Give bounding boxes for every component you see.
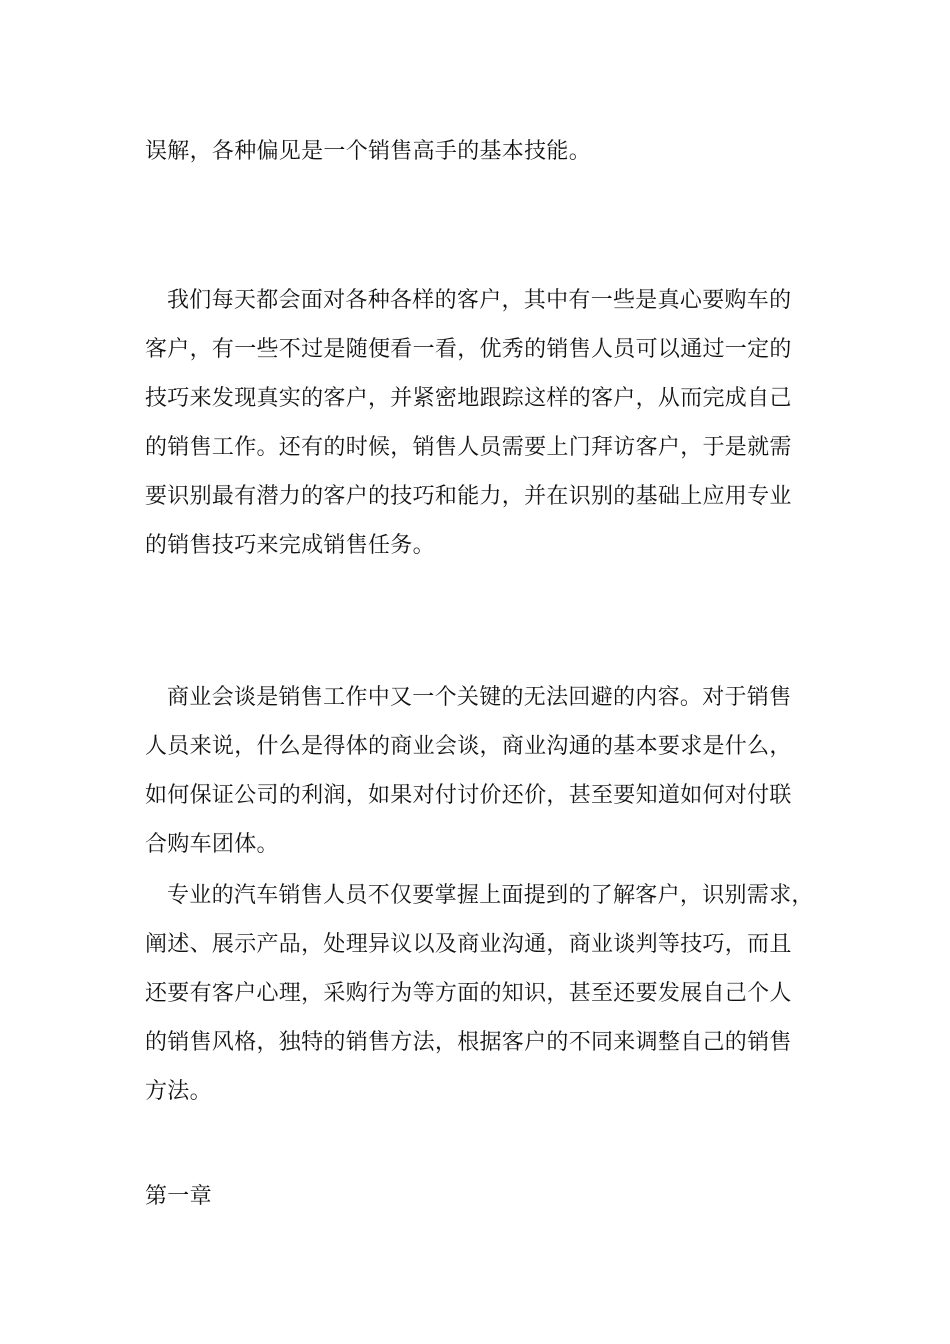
paragraph-line: 还要有客户心理，采购行为等方面的知识，甚至还要发展自己个人: [145, 981, 792, 1006]
paragraph-line: 技巧来发现真实的客户，并紧密地跟踪这样的客户，从而完成自己: [145, 386, 792, 411]
chapter-heading: [145, 1172, 835, 1221]
paragraph-line: 我们每天都会面对各种各样的客户，其中有一些是真心要购车的: [167, 288, 792, 313]
paragraph-3: [145, 673, 835, 869]
paragraph-line: 如何保证公司的利润，如果对付讨价还价，甚至要知道如何对付联: [145, 783, 792, 808]
paragraph-line: 阐述、展示产品，处理异议以及商业沟通，商业谈判等技巧，而且: [145, 932, 792, 957]
paragraph-line: 人员来说，什么是得体的商业会谈，商业沟通的基本要求是什么，: [145, 734, 792, 759]
paragraph-line: 专业的汽车销售人员不仅要掌握上面提到的了解客户，识别需求，: [167, 883, 814, 908]
paragraph-line: 商业会谈是销售工作中又一个关键的无法回避的内容。对于销售: [167, 685, 792, 710]
paragraph-line: 方法。: [145, 1079, 212, 1104]
paragraph-line: 误解，各种偏见是一个销售高手的基本技能。: [145, 139, 592, 164]
paragraph-line: 的销售技巧来完成销售任务。: [145, 533, 435, 558]
paragraph-1: [145, 127, 835, 176]
chapter-heading-text: 第一章: [145, 1184, 212, 1209]
paragraph-line: 合购车团体。: [145, 832, 279, 857]
paragraph-2: [145, 276, 835, 570]
paragraph-line: 客户，有一些不过是随便看一看，优秀的销售人员可以通过一定的: [145, 337, 792, 362]
paragraph-line: 的销售风格，独特的销售方法，根据客户的不同来调整自己的销售: [145, 1030, 792, 1055]
paragraph-line: 要识别最有潜力的客户的技巧和能力，并在识别的基础上应用专业: [145, 484, 792, 509]
paragraph-line: 的销售工作。还有的时候，销售人员需要上门拜访客户，于是就需: [145, 435, 792, 460]
paragraph-4: [145, 871, 835, 1116]
